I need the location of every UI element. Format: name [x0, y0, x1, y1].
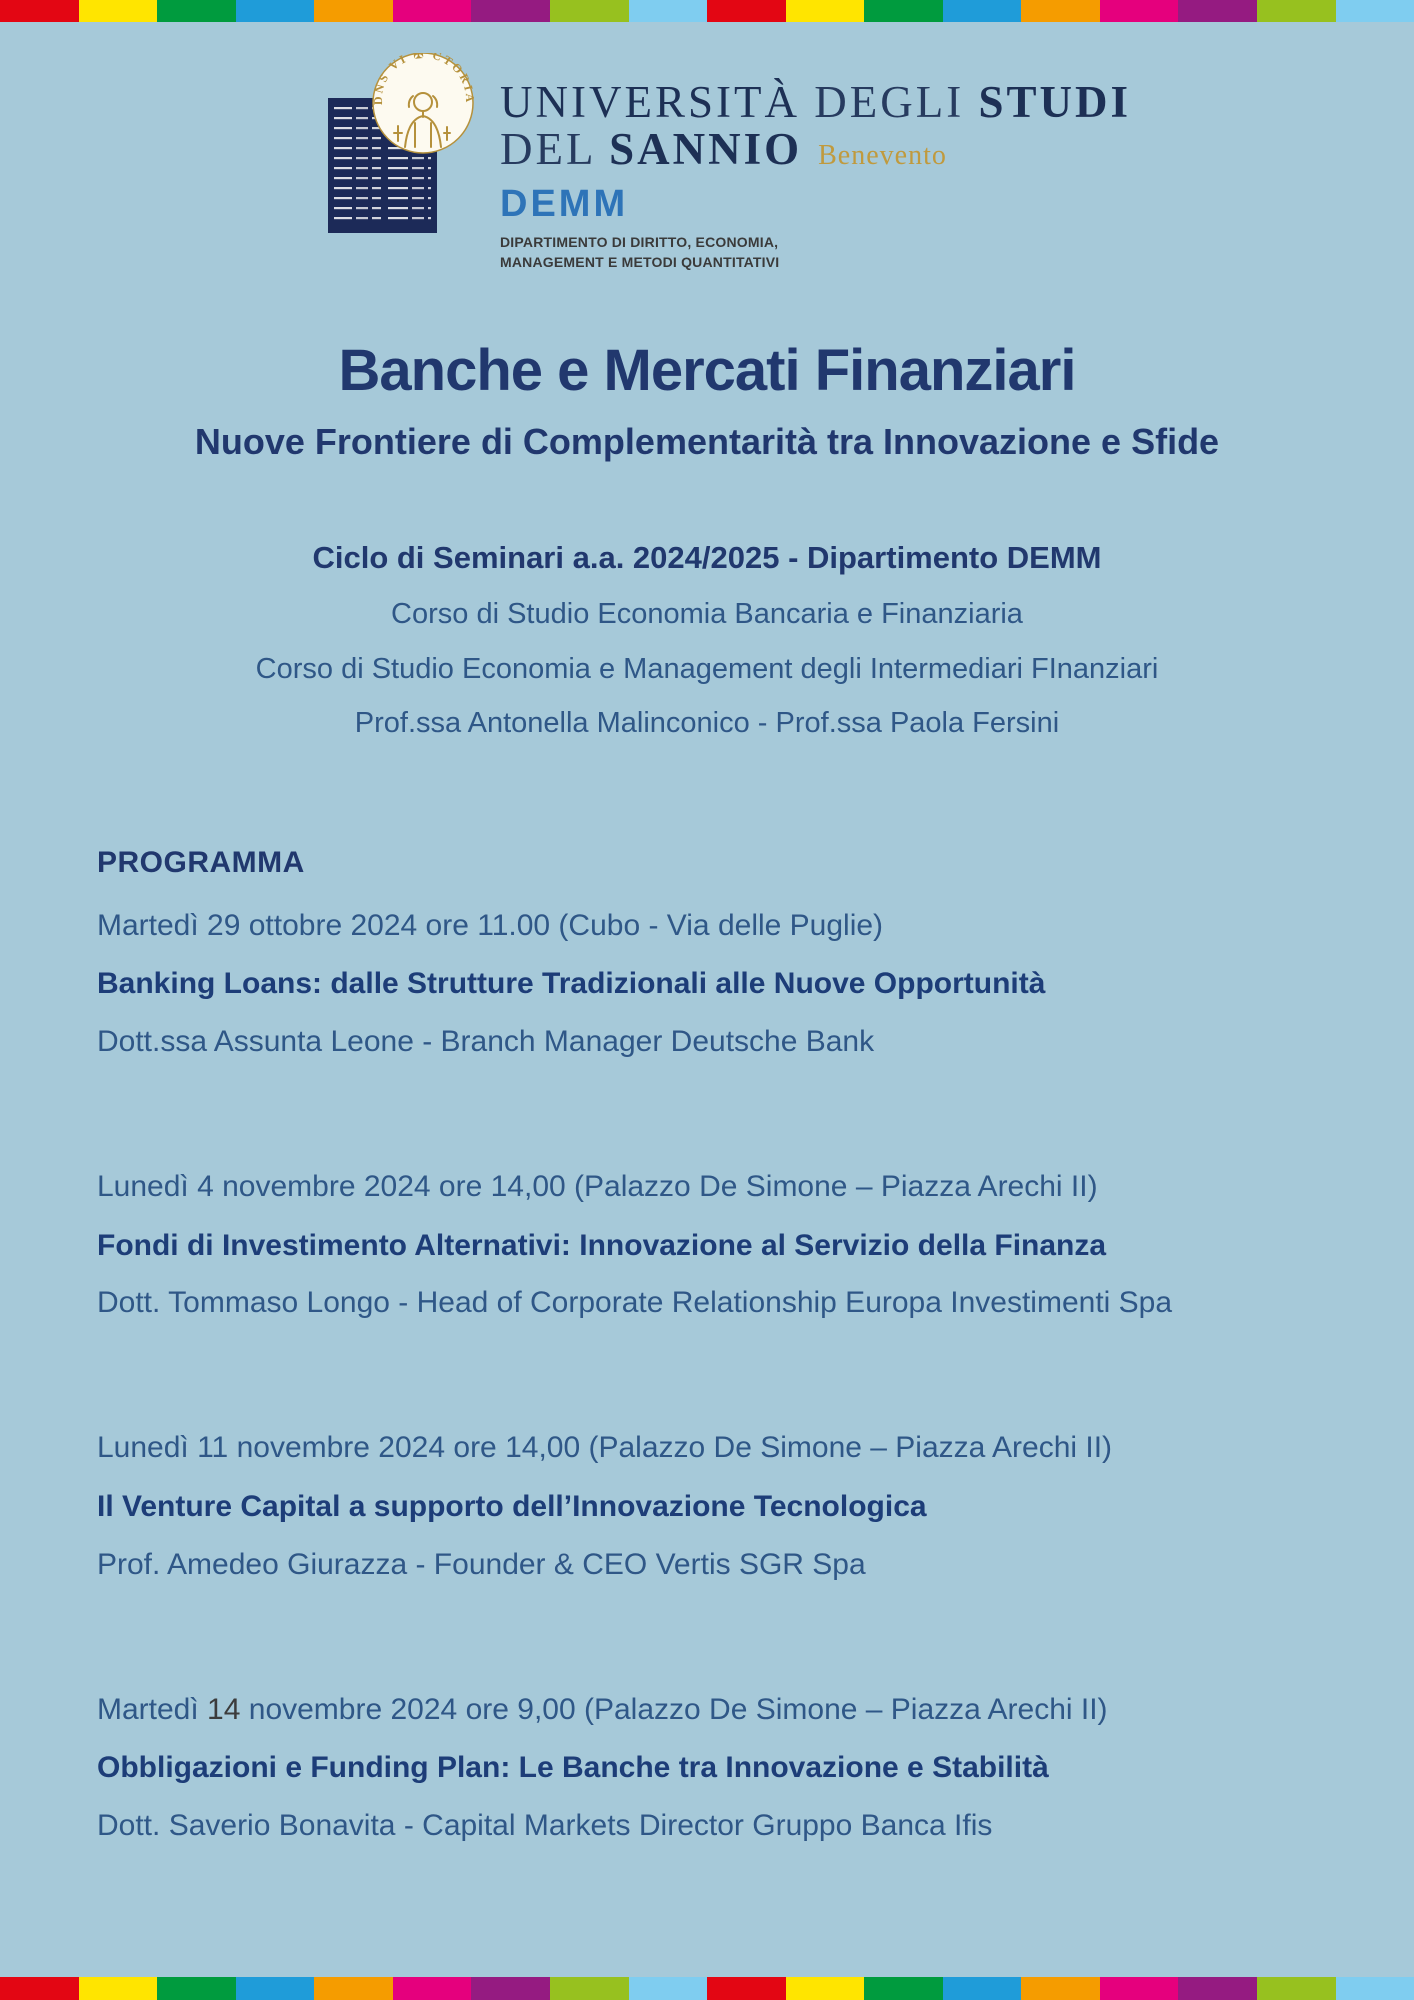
color-stripe — [943, 0, 1022, 22]
color-stripe — [471, 0, 550, 22]
event-1-speaker: Dott.ssa Assunta Leone - Branch Manager Deutsche Bank — [97, 1025, 875, 1059]
color-stripe — [1336, 0, 1414, 22]
color-stripe — [1100, 0, 1179, 22]
color-stripe — [1178, 1977, 1257, 2000]
event-4-date-day: 14 — [207, 1692, 241, 1726]
university-name-line2 — [500, 123, 1131, 174]
event-3-speaker: Prof. Amedeo Giurazza - Founder & CEO Vertis SGR Spa — [97, 1547, 866, 1581]
department-name — [500, 232, 1131, 273]
bottom-color-band — [0, 1977, 1414, 2000]
color-stripe — [864, 0, 943, 22]
color-stripe — [1336, 1977, 1414, 2000]
color-stripe — [707, 1977, 786, 2000]
event-4 — [97, 1694, 1354, 1842]
color-stripe — [1100, 1977, 1179, 2000]
color-stripe — [79, 0, 158, 22]
color-stripe — [629, 1977, 708, 2000]
seminar-cycle-line: Ciclo di Seminari a.a. 2024/2025 - Dipartimento DEMM — [312, 539, 1102, 575]
color-stripe — [314, 1977, 393, 2000]
wordmark-city: Benevento — [818, 139, 947, 171]
event-4-speaker: Dott. Saverio Bonavita - Capital Markets Director Gruppo Banca Ifis — [97, 1809, 993, 1843]
event-1-date: Martedì 29 ottobre 2024 ore 11.00 (Cubo - Via delle Puglie) — [97, 908, 884, 942]
color-stripe — [157, 0, 236, 22]
event-3-date: Lunedì 11 novembre 2024 ore 14,00 (Palazzo De Simone – Piazza Arechi II) — [97, 1431, 1113, 1465]
color-stripe — [1257, 1977, 1336, 2000]
color-stripe — [0, 0, 79, 22]
course-line-2: Corso di Studio Economia e Management degli Intermediari FInanziari — [255, 652, 1159, 685]
color-stripe — [550, 0, 629, 22]
program-heading: PROGRAMMA — [97, 845, 305, 879]
color-stripe — [1178, 0, 1257, 22]
poster-subtitle: Nuove Frontiere di Complementarità tra Innovazione e Sfide — [194, 420, 1220, 462]
poster-title: Banche e Mercati Finanziari — [338, 338, 1076, 403]
event-2 — [97, 1171, 1354, 1319]
color-stripe — [79, 1977, 158, 2000]
university-header — [328, 53, 1131, 272]
event-4-date-suffix: novembre 2024 ore 9,00 (Palazzo De Simone – Piazza Arechi II) — [240, 1692, 1108, 1726]
department-name-line1: DIPARTIMENTO DI DIRITTO, ECONOMIA, — [500, 233, 779, 250]
event-2-date: Lunedì 4 novembre 2024 ore 14,00 (Palazzo De Simone – Piazza Arechi II) — [97, 1169, 1098, 1203]
university-wordmark — [500, 53, 1131, 272]
color-stripe — [236, 0, 315, 22]
color-stripe — [1021, 0, 1100, 22]
event-1 — [97, 910, 1354, 1058]
wordmark-universita: UNIVERSITÀ — [500, 77, 800, 127]
color-stripe — [471, 1977, 550, 2000]
event-4-title: Obbligazioni e Funding Plan: Le Banche tra Innovazione e Stabilità — [97, 1751, 1049, 1785]
color-stripe — [864, 1977, 943, 2000]
color-stripe — [550, 1977, 629, 2000]
poster-content — [0, 340, 1414, 1842]
wordmark-sannio: SANNIO — [609, 123, 803, 174]
color-stripe — [157, 1977, 236, 2000]
color-stripe — [314, 0, 393, 22]
color-stripe — [707, 0, 786, 22]
color-stripe — [236, 1977, 315, 2000]
wordmark-del: DEL — [500, 123, 595, 174]
top-color-band — [0, 0, 1414, 22]
event-4-date-prefix: Martedì — [97, 1692, 208, 1726]
wordmark-studi: STUDI — [978, 77, 1132, 127]
university-name-line1 — [500, 79, 1131, 126]
color-stripe — [786, 1977, 865, 2000]
color-stripe — [0, 1977, 79, 2000]
event-1-title: Banking Loans: dalle Strutture Tradizionali alle Nuove Opportunità — [97, 967, 1046, 1001]
color-stripe — [393, 0, 472, 22]
university-logo — [328, 53, 478, 238]
event-3-title: Il Venture Capital a supporto dell’Innovazione Tecnologica — [97, 1490, 927, 1524]
color-stripe — [786, 0, 865, 22]
demm-acronym: DEMM — [500, 182, 629, 225]
color-stripe — [629, 0, 708, 22]
color-stripe — [943, 1977, 1022, 2000]
seal-motto: DNS VI ✠ CTORIA — [370, 53, 478, 106]
color-stripe — [1257, 0, 1336, 22]
professors-line: Prof.ssa Antonella Malinconico - Prof.ssa Paola Fersini — [354, 706, 1060, 739]
event-4-date — [97, 1694, 1354, 1726]
course-line-1: Corso di Studio Economia Bancaria e Finanziaria — [391, 597, 1023, 630]
color-stripe — [1021, 1977, 1100, 2000]
department-name-line2: MANAGEMENT E METODI QUANTITATIVI — [500, 253, 780, 270]
event-3 — [97, 1432, 1354, 1580]
event-2-speaker: Dott. Tommaso Longo - Head of Corporate Relationship Europa Investimenti Spa — [97, 1286, 1173, 1320]
university-seal-art — [328, 53, 478, 238]
wordmark-degli: DEGLI — [814, 77, 965, 127]
program-section — [0, 846, 1414, 1843]
color-stripe — [393, 1977, 472, 2000]
event-2-title: Fondi di Investimento Alternativi: Innovazione al Servizio della Finanza — [97, 1228, 1107, 1262]
